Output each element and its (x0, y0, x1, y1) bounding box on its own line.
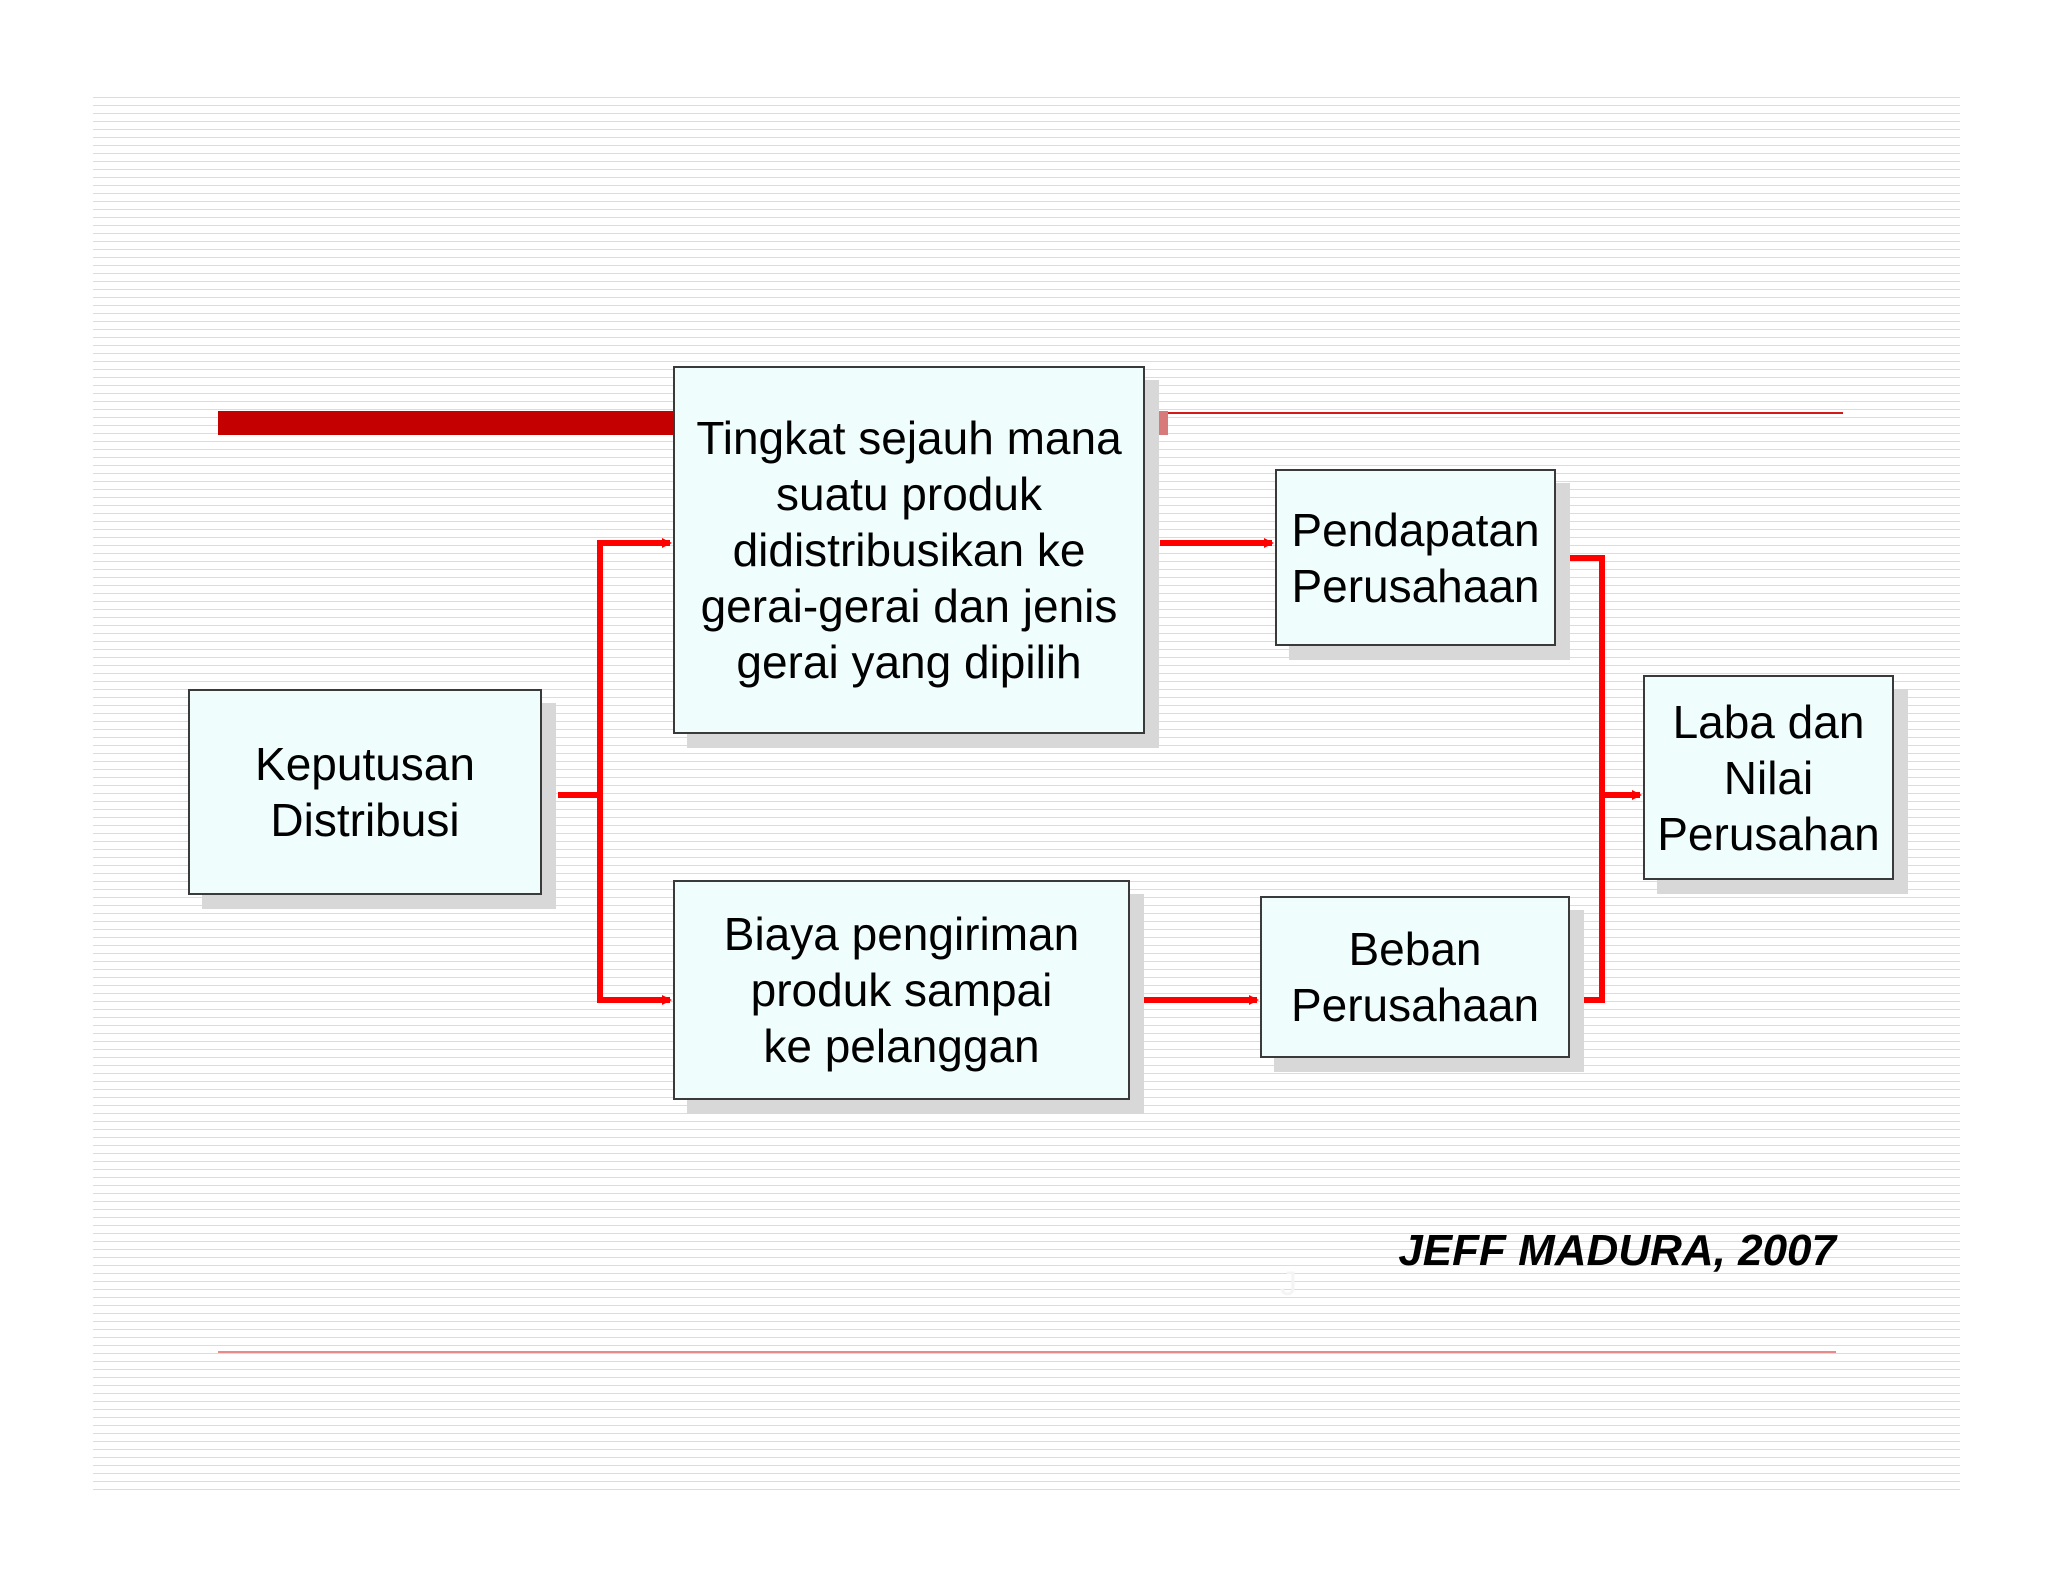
edge-keputusan-to-tingkat (558, 543, 670, 795)
edge-beban-to-laba (1572, 795, 1602, 1000)
node-beban-perusahaan: Beban Perusahaan (1260, 896, 1570, 1058)
faint-mark: J (1280, 1265, 1297, 1303)
citation: JEFF MADURA, 2007 (1398, 1226, 1836, 1275)
node-laba-nilai-perusahaan: Laba dan Nilai Perusahan (1643, 675, 1894, 880)
node-pendapatan-perusahaan: Pendapatan Perusahaan (1275, 469, 1556, 646)
edge-keputusan-to-biaya (600, 795, 670, 1000)
edge-pendapatan-to-laba (1558, 558, 1640, 795)
node-tingkat-distribusi: Tingkat sejauh mana suatu produk didistribusikan ke gerai-gerai dan jenis gerai yang dipilih (673, 366, 1145, 734)
node-keputusan-distribusi: Keputusan Distribusi (188, 689, 542, 895)
node-biaya-pengiriman: Biaya pengiriman produk sampai ke pelanggan (673, 880, 1130, 1100)
